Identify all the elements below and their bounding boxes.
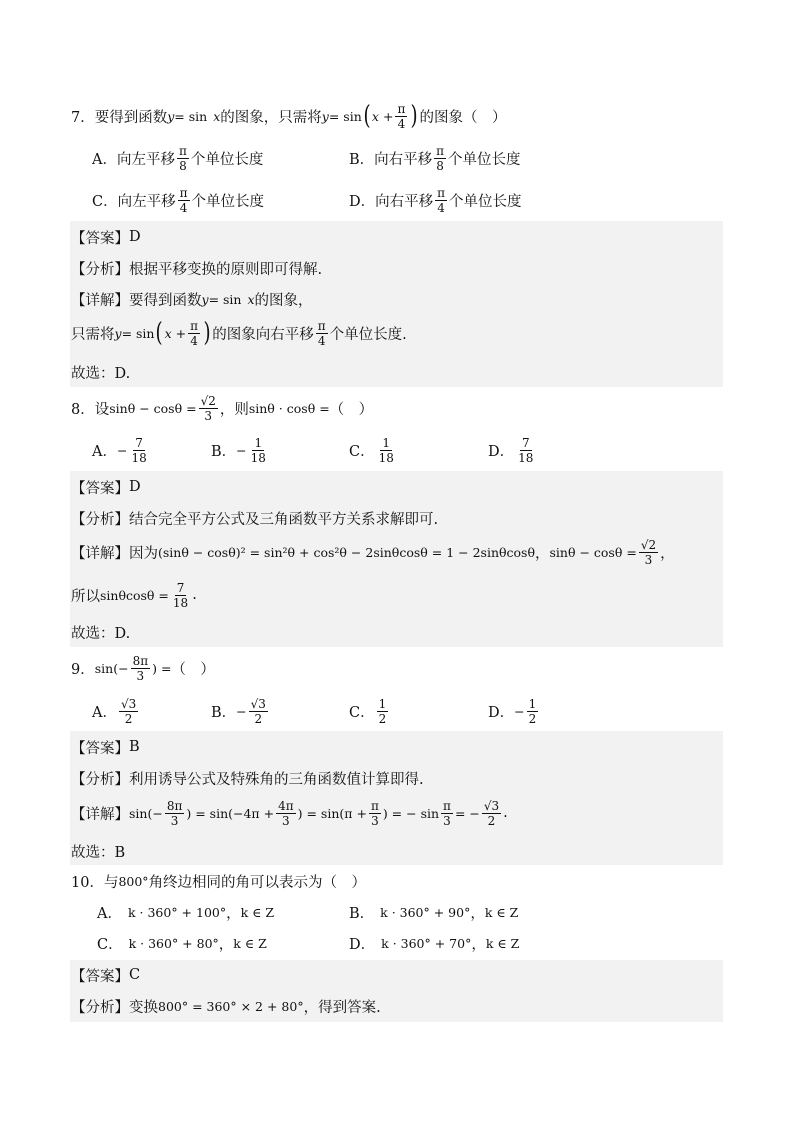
q10-stem: 10．与 800° 角终边相同的角可以表示为（ ）: [71, 873, 367, 891]
q10-option-b: B． k · 360° + 90° ， k ∈ Z: [349, 904, 519, 922]
q10-option-d: D． k · 360° + 70° ， k ∈ Z: [349, 935, 520, 953]
q10-option-a: A． k · 360° + 100° ， k ∈ Z: [97, 904, 275, 922]
q10-analysis: 【分析】 变换 800° = 360° × 2 + 80° ，得到答案.: [71, 998, 381, 1016]
fraction: $\frac{\pi}{4}$: [397, 101, 406, 131]
q7-option-b: B． 向右平移 $\frac{\pi}{8}$ 个单位长度: [349, 143, 521, 173]
q10-answer: 【答案】 C: [71, 967, 141, 985]
q8-analysis: 【分析】 结合完全平方公式及三角函数平方关系求解即可.: [71, 511, 439, 528]
q8-answer: 【答案】 D: [71, 479, 141, 497]
q8-detail: 【详解】 因为 (sinθ − cosθ)² = sin²θ + cos²θ − 2sinθcosθ = 1 − 2sinθcosθ ， sinθ − cosθ = $\frac{√2}{3}$ ，: [71, 537, 675, 567]
q8-option-b: B． − $\frac{1}{18}$: [211, 435, 266, 465]
q7-choose: 故选：D.: [71, 365, 131, 382]
q7-stem: 7． 要得到函数 y = sin x 的图象，只需将 y = sin ( x + $\frac{\pi}{4}$ ) 的图象（ ）: [71, 101, 507, 131]
q10-option-c: C． k · 360° + 80° ， k ∈ Z: [97, 935, 267, 953]
q9-detail: 【详解】 sin(− $\frac{8\pi}{3}$ ) = sin(−4π + $\frac{4\pi}{3}$ ) = sin(π + $\frac{\pi}{3}$ ) = − sin $\frac{\pi}{3}$ = − $\frac{√3}{2}$ .: [71, 798, 508, 828]
q7-analysis: 【分析】 根据平移变换的原则即可得解.: [71, 261, 323, 278]
q9-option-b: B． − $\frac{√3}{2}$: [211, 696, 266, 726]
q9-stem: 9． sin(− $\frac{8\pi}{3}$ ) = （ ）: [71, 653, 215, 683]
q8-choose: 故选：D.: [71, 625, 131, 642]
q8-stem: 8．设 sinθ − cosθ = $\frac{√2}{3}$ ，则 sinθ · cosθ = （ ）: [71, 393, 374, 423]
q7-answer: 【答案】 D: [71, 229, 141, 247]
q7-option-d: D． 向右平移 $\frac{\pi}{4}$ 个单位长度: [349, 185, 522, 215]
q8-option-a: A． − $\frac{7}{18}$: [92, 435, 147, 465]
q7-option-a: A． 向左平移 $\frac{\pi}{8}$ 个单位长度: [92, 143, 264, 173]
q9-option-c: C． $\frac{1}{2}$: [349, 696, 387, 726]
q9-option-a: A． $\frac{√3}{2}$: [92, 696, 137, 726]
q8-so: 所以 sinθcosθ = $\frac{7}{18}$ .: [71, 580, 197, 610]
q7-detail-2: 只需将 y = sin ( x + $\frac{\pi}{4}$ ) 的图象向右平移 $\frac{\pi}{4}$ 个单位长度.: [71, 318, 407, 348]
q9-option-d: D． − $\frac{1}{2}$: [488, 696, 537, 726]
q9-analysis: 【分析】 利用诱导公式及特殊角的三角函数值计算即得.: [71, 771, 424, 788]
q8-option-c: C． $\frac{1}{18}$: [349, 435, 394, 465]
q8-option-d: D． $\frac{7}{18}$: [488, 435, 534, 465]
q9-choose: 故选：B: [71, 844, 126, 861]
q7-detail: 【详解】 要得到函数 y = sin x 的图象，: [71, 291, 313, 309]
q7-option-c: C． 向左平移 $\frac{\pi}{4}$ 个单位长度: [92, 185, 264, 215]
q9-answer: 【答案】 B: [71, 739, 140, 757]
